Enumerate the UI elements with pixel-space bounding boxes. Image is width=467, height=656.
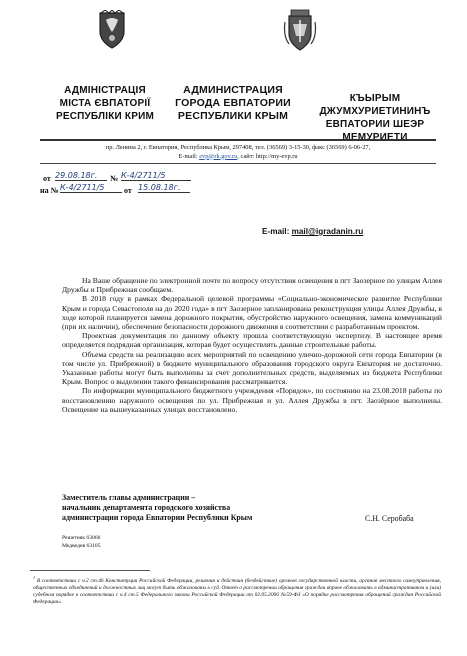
footnote bbox=[33, 574, 441, 606]
signature-title-line: администрации города Евпатории Республики Крым bbox=[62, 513, 253, 522]
contact-address: пр. Ленина 2, г. Евпатория, Республика Крым, 297408, тел. (36569) 3-15-30, факс (36569) 6-06-27, bbox=[105, 144, 371, 151]
signature-block bbox=[62, 493, 252, 523]
header-line: РЕСПУБЛІКИ КРИМ bbox=[55, 111, 155, 122]
header-russian bbox=[172, 84, 294, 123]
evpatoria-emblem-icon bbox=[283, 8, 317, 52]
header-line: МІСТА ЄВПАТОРІЇ bbox=[59, 98, 151, 109]
contact-email-line bbox=[40, 153, 436, 162]
header-line: ДЖУМХУРИЕТИНИНЪ bbox=[319, 106, 431, 117]
signature-title-line: начальник департамента городского хозяйства bbox=[62, 503, 231, 512]
contact-block bbox=[40, 144, 436, 161]
executor-line: Решетняк 63066 bbox=[62, 535, 101, 541]
header-line: АДМИНИСТРАЦИЯ bbox=[183, 84, 283, 96]
ref-reply-number: К-4/2711/5 bbox=[60, 183, 122, 193]
contact-email-label: E-mail: bbox=[178, 152, 198, 160]
ref-no-label: № bbox=[110, 174, 119, 183]
crimea-emblem-icon bbox=[97, 10, 127, 50]
ref-reply-date: 15.08.18г. bbox=[138, 183, 190, 193]
ref-number: К-4/2711/5 bbox=[121, 171, 191, 181]
footnote-rule bbox=[30, 570, 150, 571]
header-line: АДМІНІСТРАЦІЯ bbox=[64, 85, 146, 96]
footnote-text: В соответствии с ч.2 ст.46 Конституции Российской Федерации, решения и действия (бездействие) органов государственной власти, органов местного самоуправления, общественных объединений и должностных лиц могут быть обжалованы в суд. Ответ о рассмотрении обращения граждан вправе обжаловать в административном и (или) судебном порядке в соответствии с ч.4 ст.5 Федерального закона Российской Федерации от 02.05.2006 №59-ФЗ «О порядке рассмотрения обращений граждан Российской Федерации». bbox=[33, 577, 441, 605]
header-ukrainian bbox=[50, 84, 160, 123]
ref-reply-label: на № bbox=[40, 186, 59, 195]
header-line: ЕВПАТОРИИ ШЕЭР bbox=[325, 119, 425, 130]
header-line: РЕСПУБЛИКИ КРЫМ bbox=[177, 110, 289, 122]
header-line: ГОРОДА ЕВПАТОРИИ bbox=[175, 97, 291, 109]
header-line: КЪЫРЫМ bbox=[349, 93, 401, 104]
recipient-email-label: E-mail: bbox=[262, 227, 290, 236]
recipient-email-line bbox=[262, 227, 363, 236]
header-divider bbox=[40, 139, 436, 141]
body-paragraph: В 2018 году в рамках Федеральной целевой программы «Социально-экономическое развитие Республики Крым и города Севастополя на до 2020 года» в пгт Заозерное запланирована реконструкция улицы Аллея Дружбы, в ходе которой планируется замена дорожного покрытия, обустройство наружного освещения, замена коммуникаций (при их наличии), обеспечение безопасности дорожного движения в соответствии с разработанным проектом. bbox=[62, 294, 442, 332]
recipient-email[interactable]: mail@igradanin.ru bbox=[291, 227, 364, 236]
signer-name: С.Н. Серобаба bbox=[365, 514, 414, 523]
executor-line: Медведев 63105 bbox=[62, 543, 101, 549]
body-paragraph: Объема средств на реализацию всех мероприятий по освещению улично-дорожной сети города Евпатории (в том числе ул. Прибрежной) в бюджете муниципального образования городского округа Евпатория не достаточно. Указанные работы могут быть выполнены за счет дополнительных средств, выделяемых из бюджета Республики Крым. Вопрос о выделении такого финансирования рассматривается. bbox=[62, 349, 442, 387]
contact-site: , сайт: http://my-evp.ru bbox=[237, 152, 298, 160]
header-line: МЕМУРИЕТИ bbox=[342, 132, 408, 143]
body-paragraph: По информации муниципального бюджетного учреждения «Порядок», по состоянию на 23.08.2018 работы по восстановлению наружного освещения по ул. Прибрежная и ул. Аллея Дружбы в пгт. Заозёрное выполнены. Освещение на вышеуказанных улицах восстановлено. bbox=[62, 386, 442, 414]
ref-from-label: от bbox=[43, 174, 51, 183]
ref-reply-from-label: от bbox=[124, 186, 132, 195]
ref-date: 29.08.18г. bbox=[55, 171, 107, 181]
contact-divider bbox=[40, 163, 436, 164]
signature-title-line: Заместитель главы администрации – bbox=[62, 493, 196, 502]
letter-body bbox=[62, 276, 442, 414]
contact-email-link[interactable]: evp@rk.gov.ru bbox=[199, 152, 238, 160]
body-paragraph: На Ваше обращение по электронной почте по вопросу отсутствия освещения в пгт Заозерное по улицам Аллея Дружбы и Прибрежная сообщаем. bbox=[62, 276, 442, 295]
footnote-mark: 1 bbox=[33, 575, 35, 580]
body-paragraph: Проектная документация по данному объекту прошла соответствующую экспертизу. В настоящее время определяется подрядная организация, которая будет осуществлять данные строительные работы. bbox=[62, 331, 442, 350]
header-crimean-tatar bbox=[310, 92, 440, 144]
